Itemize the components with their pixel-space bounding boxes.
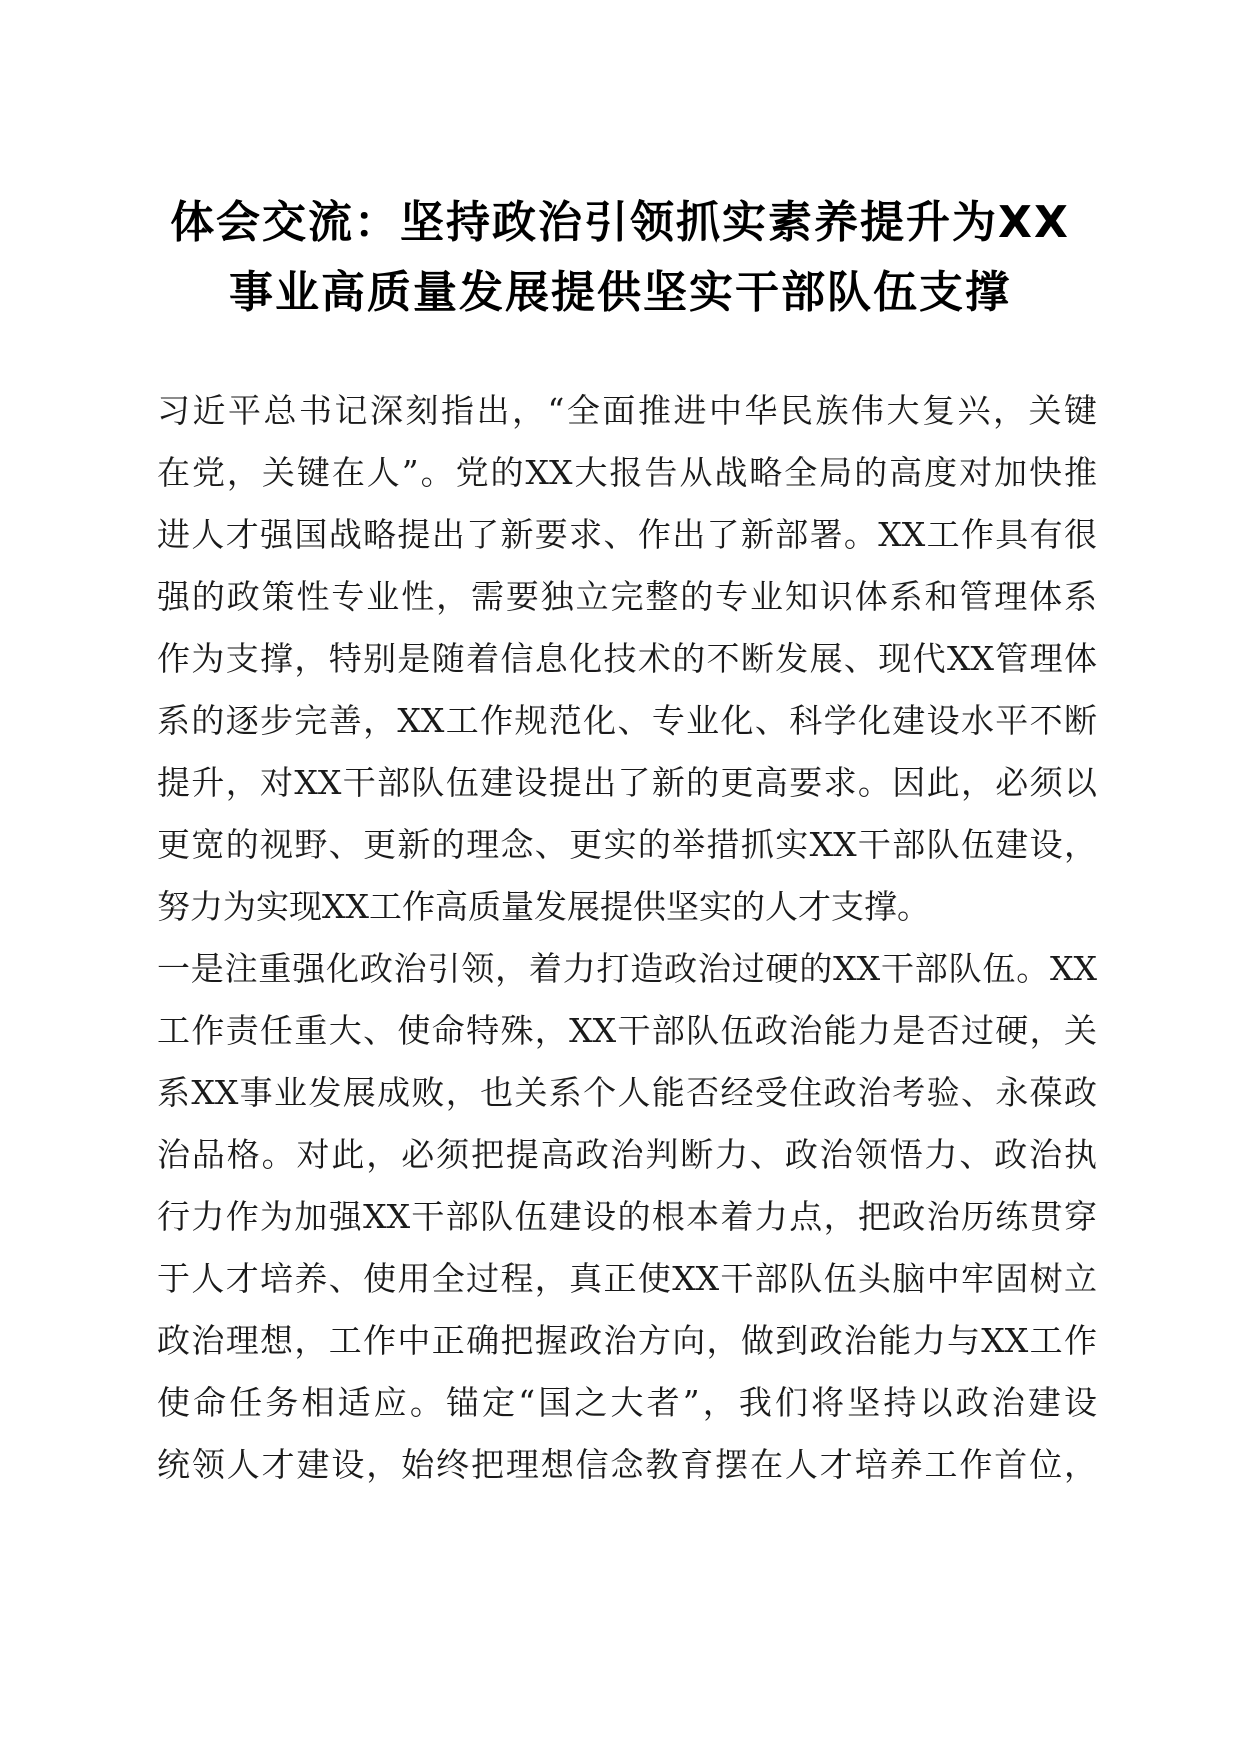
document-title bbox=[150, 188, 1090, 328]
text-line: 更宽的视野、更新的理念、更实的举措抓实XX干部队伍建设， bbox=[157, 825, 1097, 864]
text-line: 统领人才建设，始终把理想信念教育摆在人才培养工作首位， bbox=[157, 1445, 1097, 1484]
title-line-1: 体会交流：坚持政治引领抓实素养提升为XX bbox=[170, 197, 1070, 248]
text-line: 提升，对XX干部队伍建设提出了新的更高要求。因此，必须以 bbox=[157, 763, 1097, 802]
text-line: 政治理想，工作中正确把握政治方向，做到政治能力与XX工作 bbox=[157, 1321, 1097, 1360]
text-line: 习近平总书记深刻指出，“全面推进中华民族伟大复兴，关键 bbox=[157, 391, 1097, 430]
text-line: 系的逐步完善，XX工作规范化、专业化、科学化建设水平不断 bbox=[157, 701, 1097, 740]
document-body bbox=[157, 380, 1097, 1496]
text-line: 于人才培养、使用全过程，真正使XX干部队伍头脑中牢固树立 bbox=[157, 1259, 1097, 1298]
title-line-2: 事业高质量发展提供坚实干部队伍支撑 bbox=[229, 267, 1011, 318]
text-line: 系XX事业发展成败，也关系个人能否经受住政治考验、永葆政 bbox=[157, 1073, 1097, 1112]
paragraph-intro bbox=[157, 380, 1097, 938]
text-line: 在党，关键在人”。党的XX大报告从战略全局的高度对加快推 bbox=[157, 453, 1097, 492]
text-line: 工作责任重大、使命特殊，XX干部队伍政治能力是否过硬，关 bbox=[157, 1011, 1097, 1050]
paragraph-point-one bbox=[157, 938, 1097, 1496]
text-line: 作为支撑，特别是随着信息化技术的不断发展、现代XX管理体 bbox=[157, 639, 1097, 678]
text-line: 行力作为加强XX干部队伍建设的根本着力点，把政治历练贯穿 bbox=[157, 1197, 1097, 1236]
text-line: 治品格。对此，必须把提高政治判断力、政治领悟力、政治执 bbox=[157, 1135, 1097, 1174]
text-line: 使命任务相适应。锚定“国之大者”，我们将坚持以政治建设 bbox=[157, 1383, 1097, 1422]
text-line: 进人才强国战略提出了新要求、作出了新部署。XX工作具有很 bbox=[157, 515, 1097, 554]
text-line: 努力为实现XX工作高质量发展提供坚实的人才支撑。 bbox=[157, 887, 930, 926]
text-line: 强的政策性专业性，需要独立完整的专业知识体系和管理体系 bbox=[157, 577, 1097, 616]
text-line: 一是注重强化政治引领，着力打造政治过硬的XX干部队伍。XX bbox=[157, 949, 1097, 988]
